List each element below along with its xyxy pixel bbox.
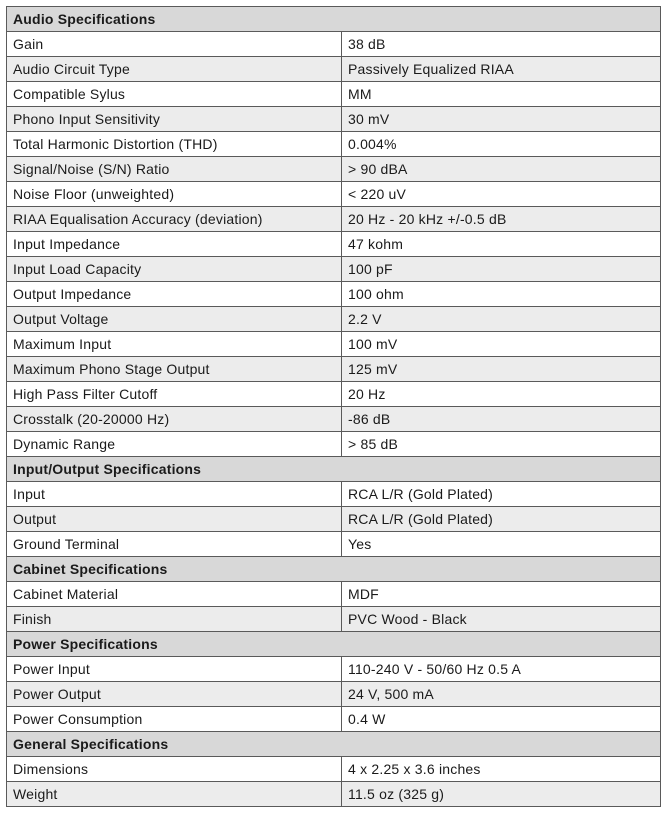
spec-label: Audio Circuit Type [7,57,342,82]
spec-value: 100 pF [342,257,661,282]
spec-row [7,307,661,332]
spec-label: Weight [7,782,342,807]
spec-label: Input Impedance [7,232,342,257]
spec-row [7,257,661,282]
spec-label: RIAA Equalisation Accuracy (deviation) [7,207,342,232]
section-title: Input/Output Specifications [7,457,661,482]
spec-value: 110-240 V - 50/60 Hz 0.5 A [342,657,661,682]
spec-value: RCA L/R (Gold Plated) [342,507,661,532]
section-header-row [7,557,661,582]
spec-value: > 85 dB [342,432,661,457]
spec-row [7,582,661,607]
spec-value: < 220 uV [342,182,661,207]
spec-row [7,682,661,707]
spec-value: MDF [342,582,661,607]
section-title: Cabinet Specifications [7,557,661,582]
spec-label: Cabinet Material [7,582,342,607]
specifications-table [6,6,661,807]
specifications-body [7,7,661,807]
spec-row [7,182,661,207]
spec-label: Power Consumption [7,707,342,732]
spec-row [7,407,661,432]
spec-value: 20 Hz - 20 kHz +/-0.5 dB [342,207,661,232]
spec-value: 4 x 2.25 x 3.6 inches [342,757,661,782]
spec-value: RCA L/R (Gold Plated) [342,482,661,507]
section-header-row [7,632,661,657]
spec-label: Output Impedance [7,282,342,307]
spec-value: > 90 dBA [342,157,661,182]
section-title: Power Specifications [7,632,661,657]
spec-label: Power Output [7,682,342,707]
spec-value: 0.4 W [342,707,661,732]
spec-label: High Pass Filter Cutoff [7,382,342,407]
spec-value: Passively Equalized RIAA [342,57,661,82]
spec-row [7,282,661,307]
spec-value: 100 ohm [342,282,661,307]
spec-value: 125 mV [342,357,661,382]
spec-label: Signal/Noise (S/N) Ratio [7,157,342,182]
spec-label: Output Voltage [7,307,342,332]
spec-label: Maximum Input [7,332,342,357]
spec-row [7,532,661,557]
spec-row [7,707,661,732]
spec-label: Power Input [7,657,342,682]
spec-label: Input [7,482,342,507]
spec-row [7,232,661,257]
spec-row [7,607,661,632]
spec-label: Total Harmonic Distortion (THD) [7,132,342,157]
spec-value: PVC Wood - Black [342,607,661,632]
section-header-row [7,457,661,482]
spec-value: 100 mV [342,332,661,357]
spec-value: 24 V, 500 mA [342,682,661,707]
spec-label: Phono Input Sensitivity [7,107,342,132]
spec-row [7,507,661,532]
spec-value: MM [342,82,661,107]
spec-value: 47 kohm [342,232,661,257]
spec-row [7,107,661,132]
spec-value: 2.2 V [342,307,661,332]
spec-label: Dimensions [7,757,342,782]
spec-row [7,57,661,82]
spec-label: Crosstalk (20-20000 Hz) [7,407,342,432]
spec-row [7,332,661,357]
spec-label: Ground Terminal [7,532,342,557]
spec-row [7,382,661,407]
spec-label: Dynamic Range [7,432,342,457]
spec-value: 30 mV [342,107,661,132]
spec-label: Input Load Capacity [7,257,342,282]
section-title: General Specifications [7,732,661,757]
spec-value: 20 Hz [342,382,661,407]
spec-label: Finish [7,607,342,632]
spec-value: 38 dB [342,32,661,57]
spec-label: Maximum Phono Stage Output [7,357,342,382]
spec-value: 0.004% [342,132,661,157]
spec-row [7,207,661,232]
spec-value: -86 dB [342,407,661,432]
spec-row [7,157,661,182]
spec-row [7,657,661,682]
section-header-row [7,7,661,32]
section-header-row [7,732,661,757]
spec-label: Noise Floor (unweighted) [7,182,342,207]
spec-row [7,132,661,157]
spec-label: Gain [7,32,342,57]
spec-row [7,432,661,457]
spec-row [7,32,661,57]
spec-row [7,757,661,782]
spec-label: Output [7,507,342,532]
spec-row [7,357,661,382]
spec-value: Yes [342,532,661,557]
spec-value: 11.5 oz (325 g) [342,782,661,807]
section-title: Audio Specifications [7,7,661,32]
spec-row [7,782,661,807]
spec-row [7,82,661,107]
spec-label: Compatible Sylus [7,82,342,107]
spec-row [7,482,661,507]
